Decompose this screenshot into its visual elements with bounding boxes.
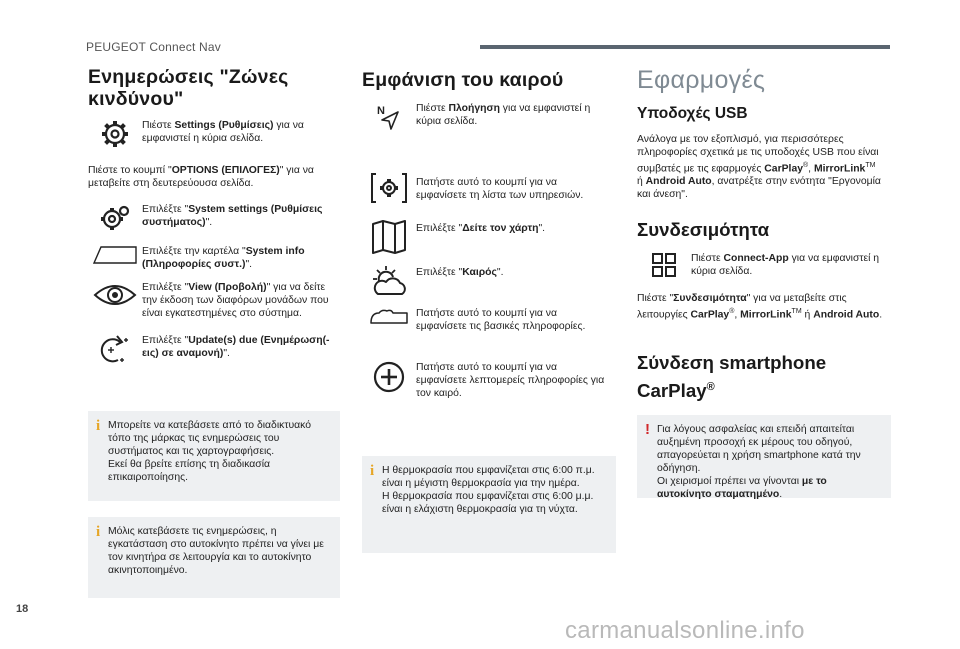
- step-navigation: [362, 102, 616, 132]
- step-text: Πιέστε Settings (Ρυθμίσεις) για να εμφανιστεί η κύρια σελίδα.: [142, 120, 304, 144]
- weather-icon: [362, 264, 416, 298]
- step-services-list: [362, 172, 616, 204]
- step-system-info: [88, 245, 340, 271]
- gears-icon: [88, 203, 142, 233]
- page-number: 18: [16, 603, 29, 615]
- apps-grid-icon: [637, 252, 691, 278]
- step-detailed-info: [362, 361, 616, 400]
- step-text: Επιλέξτε "System settings (Ρυθμίσεις συστήματος)".: [142, 204, 323, 228]
- watermark: carmanualsonline.info: [565, 617, 805, 644]
- step-text: Πατήστε αυτό το κουμπί για να εμφανίσετε λεπτομερείς πληροφορίες για τον καιρό.: [416, 362, 605, 399]
- step-connect-app: [637, 252, 892, 278]
- step-view-map: [362, 220, 616, 254]
- column-zone-updates: [88, 66, 340, 366]
- step-text: Πιέστε Connect-App για να εμφανιστεί η κύρια σελίδα.: [691, 253, 880, 278]
- title-line-2: κινδύνου": [88, 88, 184, 110]
- section-title-weather: Εμφάνιση του καιρού: [362, 69, 564, 91]
- info-note-download: i Μπορείτε να κατεβάσετε από το διαδικτυακό τόπο της μάρκας τις ενημερώσεις του συστήματος και τις χαρτογραφήσεις. Εκεί θα βρείτε επίσης τη διαδικασία επικαιροποίησης.: [88, 411, 340, 501]
- step-text: Πατήστε αυτό το κουμπί για να εμφανίσετε τις βασικές πληροφορίες.: [416, 308, 586, 332]
- title-line-1: Ενημερώσεις "Ζώνες: [88, 66, 289, 88]
- step-text: Επιλέξτε "Update(s) due (Ενημέρωση(-εις) σε αναμονή)".: [142, 335, 330, 359]
- map-icon: [362, 220, 416, 254]
- cloud-tab-icon: [362, 307, 416, 325]
- usb-paragraph: Ανάλογα με τον εξοπλισμό, για περισσότερες πληροφορίες σχετικά με τις υποδοχές USB που είναι συμβατές με τις εφαρμογές CarPlay®, MirrorLink™ ή Android Auto, ανατρέξτε στην ενότητα "Εργονομία και άνεση".: [637, 134, 881, 201]
- step-updates-due: [88, 334, 340, 366]
- tab-icon: [88, 245, 142, 265]
- gear-icon: [88, 119, 142, 149]
- step-basic-info: [362, 307, 616, 333]
- section-title-zone-updates: [88, 66, 340, 110]
- column-applications: [637, 66, 892, 403]
- column-weather: [362, 66, 616, 400]
- step-text: Επιλέξτε "View (Προβολή)" για να δείτε την έκδοση των διαφόρων μονάδων που είναι εγκατεστημένες στο σύστημα.: [142, 282, 329, 319]
- svg-text:N: N: [377, 105, 385, 117]
- step-weather: [362, 264, 616, 298]
- connectivity-paragraph: Πιέστε "Συνδεσιμότητα" για να μεταβείτε στις λειτουργίες CarPlay®, MirrorLink™ ή Android Auto.: [637, 293, 883, 321]
- subtitle-usb: Υποδοχές USB: [637, 105, 748, 122]
- step-system-settings: [88, 203, 340, 233]
- info-icon: i: [96, 418, 101, 434]
- section-title-applications: Εφαρμογές: [637, 66, 766, 94]
- subtitle-connectivity: Συνδεσιμότητα: [637, 219, 770, 241]
- info-icon: i: [370, 463, 375, 479]
- header-bar: [480, 45, 890, 49]
- step-text: Επιλέξτε την καρτέλα "System info (Πληροφορίες συστ.)".: [142, 246, 305, 270]
- info-icon: i: [96, 524, 101, 540]
- header-title: PEUGEOT Connect Nav: [86, 40, 221, 54]
- options-paragraph: Πιέστε το κουμπί "OPTIONS (ΕΠΙΛΟΓΕΣ)" για να μεταβείτε στη δευτερεύουσα σελίδα.: [88, 165, 314, 189]
- warning-icon: !: [645, 421, 650, 438]
- step-text: Πιέστε Πλοήγηση για να εμφανιστεί η κύρια σελίδα.: [416, 103, 591, 127]
- step-text: Επιλέξτε "Δείτε τον χάρτη".: [416, 223, 546, 234]
- step-view: [88, 281, 340, 320]
- plus-circle-icon: [362, 361, 416, 393]
- update-icon: [88, 334, 142, 366]
- step-settings: [88, 119, 340, 149]
- info-note-install: i Μόλις κατεβάσετε τις ενημερώσεις, η εγκατάσταση στο αυτοκίνητο πρέπει να γίνει με τον κινητήρα σε λειτουργία και το αυτοκίνητο ακινητοποιημένο.: [88, 517, 340, 598]
- warning-note-smartphone: ! Για λόγους ασφαλείας και επειδή απαιτείται αυξημένη προσοχή εκ μέρους του οδηγού, απαγορεύεται η χρήση smartphone κατά την οδήγηση. Οι χειρισμοί πρέπει να γίνονται με το αυτοκίνητο σταματημένο.: [637, 415, 891, 498]
- subtitle-smartphone-carplay: Σύνδεση smartphone CarPlay®: [637, 351, 827, 402]
- step-text: Επιλέξτε "Καιρός".: [416, 267, 504, 278]
- info-note-temperature: i Η θερμοκρασία που εμφανίζεται στις 6:00 π.μ. είναι η μέγιστη θερμοκρασία για την ημέρα. Η θερμοκρασία που εμφανίζεται στις 6:00 μ.μ. είναι η ελάχιστη θερμοκρασία για τη νύχτα.: [362, 456, 616, 553]
- eye-icon: [88, 281, 142, 309]
- step-text: Πατήστε αυτό το κουμπί για να εμφανίσετε τη λίστα των υπηρεσιών.: [416, 177, 584, 201]
- services-list-icon: [362, 172, 416, 204]
- navigation-arrow-icon: [362, 102, 416, 132]
